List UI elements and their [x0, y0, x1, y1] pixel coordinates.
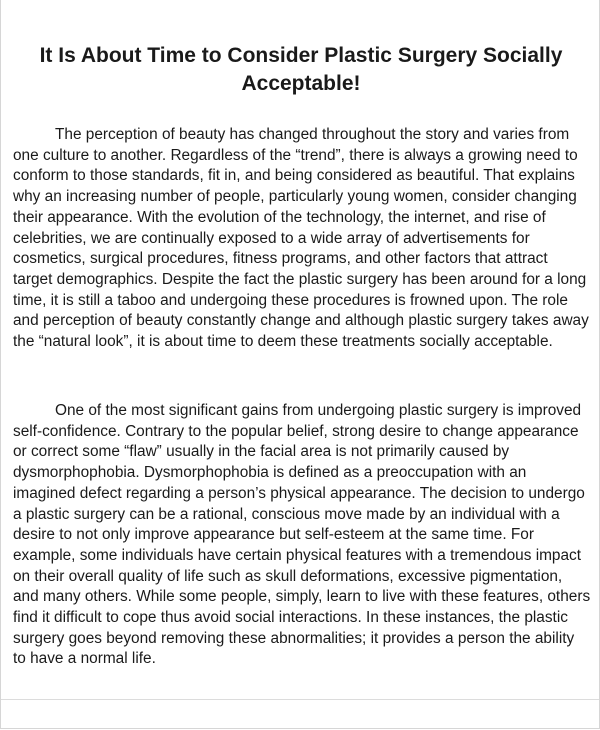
- page-bottom-divider: [1, 699, 599, 700]
- body-paragraph-1: The perception of beauty has changed throughout the story and varies from one culture to another. Regardless of the “trend”, there is always a growing need to conform to those standards, fit in, and being considered as beautiful. That explains why an increasing number of people, particularly young women, consider changing their appearance. With the evolution of the technology, the internet, and rise of celebrities, we are continually exposed to a wide array of advertisements for cosmetics, surgical procedures, fitness programs, and other factors that attract target demographics. Despite the fact the plastic surgery has been around for a long time, it is still a taboo and undergoing these procedures is frowned upon. The role and perception of beauty constantly change and although plastic surgery takes away the “natural look”, it is about time to deem these treatments socially acceptable.: [13, 126, 589, 351]
- document-title: It Is About Time to Consider Plastic Surgery Socially Acceptable!: [39, 44, 563, 95]
- body-paragraph-2: One of the most significant gains from undergoing plastic surgery is improved self-confidence. Contrary to the popular belief, strong desire to change appearance or correct some “flaw” usually in the facial area is not primarily caused by dysmorphophobia. Dysmorphophobia is defined as a preoccupation with an imagined defect regarding a person’s physical appearance. The decision to undergo a plastic surgery can be a rational, conscious move made by an individual with a desire to not only improve appearance but self-esteem at the same time. For example, some individuals have certain physical features with a tremendous impact on their overall quality of life such as skull deformations, excessive pigmentation, and many others. While some people, simply, learn to live with these features, others find it difficult to cope thus avoid social interactions. In these instances, the plastic surgery goes beyond removing these abnormalities; it provides a person the ability to have a normal life.: [13, 402, 591, 668]
